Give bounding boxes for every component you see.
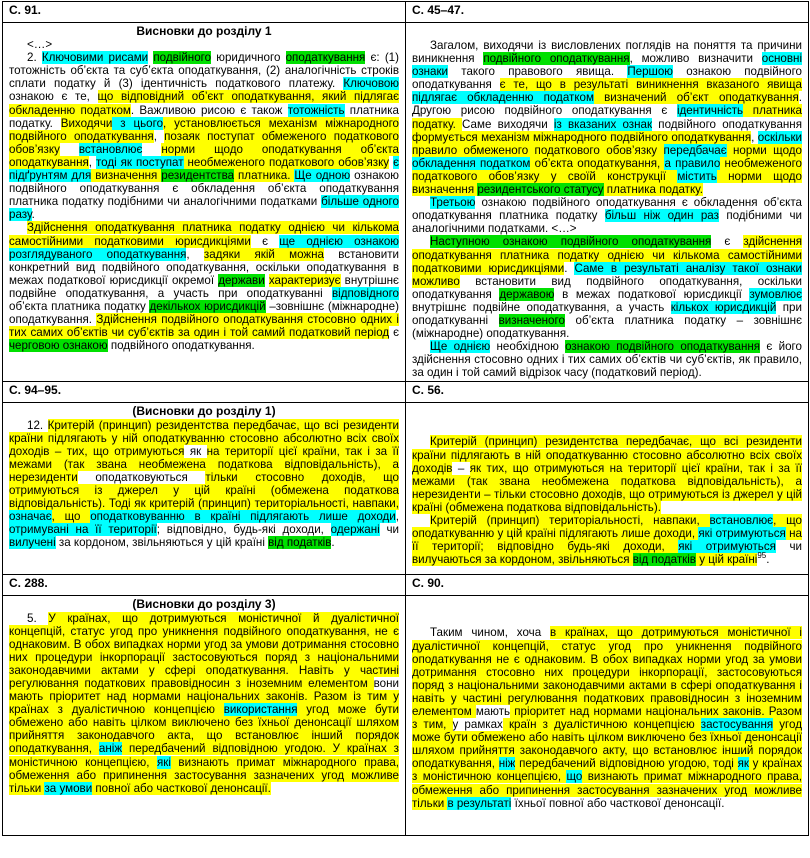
highlighted-text: , що bbox=[51, 510, 91, 524]
highlighted-text: норми щодо визначення bbox=[412, 169, 802, 197]
text-block bbox=[9, 38, 399, 352]
highlighted-text: країн з дуалістичною концепцією bbox=[502, 718, 701, 732]
highlighted-text: що bbox=[566, 770, 583, 784]
highlighted-text: Першою bbox=[627, 65, 673, 79]
highlighted-text: Ключовою bbox=[343, 77, 399, 91]
text-run: юридичного bbox=[211, 51, 286, 65]
highlighted-text: містить bbox=[677, 169, 717, 183]
highlighted-text: необмеженого податкового обов’язку bbox=[183, 155, 390, 169]
paragraph bbox=[412, 235, 802, 340]
page-ref-cell: С. 90. bbox=[406, 575, 809, 596]
page-ref-cell: С. 56. bbox=[406, 382, 809, 403]
section-title: (Висновки до розділу 3) bbox=[132, 597, 276, 612]
highlighted-text: визнають примат міжнародного права, обмеження або припинення застосування зазначених угод можливе тільки bbox=[9, 755, 399, 795]
highlighted-text: встановлює bbox=[709, 514, 774, 527]
highlighted-text: у країнах з моністичною концепцією, bbox=[412, 757, 803, 784]
text-block bbox=[412, 39, 802, 379]
highlighted-text: платника податку. bbox=[412, 104, 802, 131]
text-run: їхньої повної або часткової денонсації. bbox=[511, 796, 725, 810]
highlighted-text: які bbox=[156, 755, 171, 769]
paragraph bbox=[412, 514, 802, 566]
highlighted-text: норми щодо bbox=[726, 143, 802, 157]
highlighted-text: повної або часткової денонсації. bbox=[92, 781, 271, 795]
section-title: (Висновки до розділу 1) bbox=[132, 404, 276, 419]
highlighted-text: як тих, що отримуються на території цієї країни, так і за її межами (так звана необмежена податкова відповідальність), а нерезиденти – тільки стосовно доходів, що отримуються із джерел у цій країні (обмежена податкова відповідальність). bbox=[412, 461, 802, 514]
text-cell-r1-left bbox=[3, 23, 406, 382]
page-ref-cell: С. 45–47. bbox=[406, 2, 809, 23]
text-run: , bbox=[186, 247, 204, 261]
highlighted-text: резидентського статусу bbox=[477, 183, 604, 197]
text-row-3 bbox=[3, 596, 809, 836]
highlighted-text: угод може бути обмежено або навіть цілком виключено без їхньої денонсації шляхом прийняття законодавчого акту, що встановлює інший порядок оподаткування, bbox=[412, 718, 802, 771]
highlighted-text: подвійного bbox=[153, 51, 212, 65]
highlighted-text: вилучаються за кордоном, звільняються bbox=[412, 553, 633, 567]
text-run: є bbox=[250, 234, 280, 248]
highlighted-text: держави bbox=[218, 273, 265, 287]
comparison-table bbox=[2, 1, 809, 836]
paragraph bbox=[412, 196, 802, 235]
highlighted-text: тільки стосовно доходів, що отримуються із джерел у цій країні (обмежена податкова відповідальність). Тоді як критерій (принцип) територіальності, навпаки, bbox=[9, 470, 399, 511]
text-run: встановити конкретний вид подвійного оподаткування, оскільки оподаткування в межах податкової юрисдикції bbox=[9, 247, 399, 287]
text-block bbox=[9, 419, 399, 550]
text-run: . bbox=[331, 536, 335, 550]
text-run: ознакою подвійного оподаткування bbox=[412, 65, 802, 92]
text-run: , bbox=[88, 155, 96, 169]
highlighted-text: Здійснення подвійного оподаткування стосовно одних і тих самих об’єктів чи суб’єктів за один і той самий податковий період bbox=[9, 313, 399, 340]
text-run bbox=[60, 143, 79, 156]
highlighted-text: , установлюється механізм міжнародного подвійного оподаткування bbox=[9, 116, 399, 143]
highlighted-text: Виходячи bbox=[60, 116, 113, 130]
section-title: Висновки до розділу 1 bbox=[136, 24, 272, 38]
header-row-3 bbox=[3, 575, 809, 596]
highlighted-text: ніж bbox=[498, 757, 516, 771]
highlighted-text: в країнах, що дотримуються моністичної і дуалістичної концепцій, статус угод про уникнення подвійного оподаткування не є однаковим. В обох випадках норми угод за умови дотримання стосовно них процедури інкорпорації, застосовуються поряд з національними законодавчими актами в сфері оподаткування і навіть у частині регулювання податкових правовідносин з іноземним елементом bbox=[412, 626, 802, 718]
highlighted-text: на території цієї країни, так і за її межами (так звана необмежена податкова відповідальність), а нерезиденти bbox=[9, 444, 399, 484]
highlighted-text: що відповідний об’єкт оподаткування, який підлягає обкладенню податком bbox=[9, 90, 400, 117]
highlighted-text: норми щодо оподаткування об’єкта оподаткування bbox=[9, 142, 399, 169]
highlighted-text: встановлює bbox=[78, 142, 143, 156]
highlighted-text: обкладення податком bbox=[412, 156, 531, 170]
highlighted-text: у цій країні bbox=[695, 553, 758, 567]
highlighted-text: декількох юрисдикцій bbox=[149, 299, 266, 313]
highlighted-text: визначений об’єкт оподаткування bbox=[593, 91, 799, 105]
highlighted-text: подвійного оподаткування bbox=[483, 52, 630, 66]
text-run: 5. bbox=[27, 611, 49, 625]
highlighted-text: на її території; відповідно будь-які доходи, bbox=[412, 527, 803, 554]
text-run: ознакою подвійного оподаткування є обкладення об’єкта оподаткування платника податку подібними чи аналогічними податками bbox=[9, 169, 399, 209]
highlighted-text: є підґрунтям для bbox=[9, 155, 399, 183]
text-run: Загалом, виходячи із висловлених поглядів на поняття та причини виникнення bbox=[412, 39, 802, 66]
highlighted-text: більш ніж один раз bbox=[604, 209, 719, 223]
highlighted-text: резидентства bbox=[161, 169, 235, 183]
text-run: в межах податкової юрисдикції bbox=[554, 287, 750, 301]
text-run: необхідною bbox=[490, 340, 566, 354]
paragraph bbox=[9, 221, 399, 352]
text-run: Таким чином, хоча bbox=[430, 626, 551, 640]
highlighted-text: тотожність bbox=[287, 103, 345, 117]
highlighted-text: ідентичність bbox=[676, 104, 744, 118]
text-run: . Другою рисою подвійного оподаткування є bbox=[412, 91, 802, 118]
paragraph bbox=[9, 51, 399, 221]
highlighted-text: платника податку. bbox=[603, 183, 704, 197]
text-run: об’єкта платника податку – зовнішнє (міжнародне) оподаткування. bbox=[412, 313, 803, 341]
text-run: 12. bbox=[27, 418, 48, 432]
highlighted-text: за умови bbox=[44, 781, 93, 795]
highlighted-text: задяки якій можна bbox=[203, 247, 325, 261]
highlighted-text: Ще одною bbox=[294, 169, 351, 183]
highlighted-text: із вказаних ознак bbox=[553, 117, 653, 131]
highlighted-text: які отримуються bbox=[698, 527, 786, 541]
text-run: внутрішнє подвійне оподаткування, а участь при оподаткуванні bbox=[9, 273, 399, 300]
text-run: , bbox=[395, 510, 399, 524]
highlighted-text: більше одного разу bbox=[9, 195, 399, 222]
text-run: є bbox=[389, 326, 399, 340]
header-row-2 bbox=[3, 382, 809, 403]
text-run: такого правового явища. bbox=[448, 65, 628, 79]
highlighted-text: Наступною ознакою подвійного оподаткування bbox=[430, 235, 712, 249]
highlighted-text: кількох юрисдикцій bbox=[670, 300, 777, 314]
highlighted-text: угод може бути обмежено або навіть цілком виключено без їхньої денонсації шляхом прийняття законодавчого акта, що встановлює інший порядок оподаткування, bbox=[9, 703, 399, 756]
text-run: . bbox=[564, 261, 575, 275]
text-run: чи bbox=[775, 540, 802, 554]
text-block bbox=[412, 435, 802, 566]
highlighted-text: від податків bbox=[632, 553, 696, 567]
highlighted-text: пріоритет над нормами національних законів. Разом з тим, bbox=[412, 705, 802, 732]
paragraph bbox=[9, 419, 399, 550]
highlighted-text: в результаті bbox=[447, 796, 512, 810]
highlighted-text: формується механізм міжнародного подвійного оподаткування bbox=[412, 130, 752, 144]
footnote-ref: 95 bbox=[757, 551, 767, 561]
text-cell-r2-right bbox=[406, 403, 809, 575]
highlighted-text: зумовлює bbox=[749, 287, 802, 301]
highlighted-text: черговою ознакою bbox=[9, 339, 108, 353]
highlighted-text: Критерій (принцип) резидентства передбачає, що всі резиденти країни підлягають у ній оподаткуванню стосовно абсолютно всіх своїх доходів – тих, що отримуються bbox=[9, 418, 399, 458]
highlighted-text: характеризує bbox=[268, 273, 341, 287]
paragraph bbox=[9, 612, 399, 795]
highlighted-text: Критерій (принцип) територіальності, навпаки, bbox=[430, 514, 710, 527]
highlighted-text: мають пріоритет над нормами національних законів. Разом із тим у країнах з дуалістичною концепцією bbox=[9, 690, 399, 717]
text-run: вони bbox=[373, 677, 399, 690]
text-row-2 bbox=[3, 403, 809, 575]
highlighted-text: оподаткування bbox=[285, 51, 366, 65]
text-run: , bbox=[751, 130, 758, 144]
text-run: внутрішнє подвійне оподаткування, а участь bbox=[412, 300, 671, 314]
highlighted-text: правило обмеженого податкового обов’язку bbox=[412, 143, 664, 157]
highlighted-text: об’єкта оподаткування, bbox=[530, 156, 665, 170]
highlighted-text: Ключовими рисами bbox=[41, 51, 149, 65]
highlighted-text: означає bbox=[9, 510, 52, 524]
highlighted-text: необмеженого податкового обов’язку у своїй конструкції bbox=[412, 156, 803, 183]
text-cell-r1-right bbox=[406, 23, 809, 382]
highlighted-text: вилучені bbox=[9, 536, 56, 550]
text-run: є його здійснення стосовно одних і тих самих об’єктів чи суб’єктів, як правило, за один і той самий відрізок часу (податковий період). bbox=[412, 340, 802, 380]
text-cell-r3-right bbox=[406, 596, 809, 836]
paragraph bbox=[412, 340, 802, 379]
highlighted-text: , що оподаткуванню у цій країні підлягають лише доходи, bbox=[412, 514, 802, 541]
text-run: подвійного оподаткування. bbox=[107, 339, 255, 353]
highlighted-text: Критерій (принцип) резидентства передбачає, що всі резиденти країни підлягають в ній оподаткуванню стосовно абсолютно всіх своїх доходів bbox=[412, 435, 802, 475]
highlighted-text: передбачений відповідною угодою, тоді bbox=[515, 757, 738, 771]
highlighted-text: аніж bbox=[98, 742, 123, 756]
highlighted-text: Третьою bbox=[430, 196, 476, 210]
paragraph bbox=[412, 435, 802, 514]
text-run: , bbox=[153, 129, 165, 143]
highlighted-text: Ще однією bbox=[430, 340, 491, 354]
highlighted-text: Саме в результаті аналізу такої ознаки bbox=[574, 261, 802, 275]
page-ref-cell: С. 91. bbox=[3, 2, 406, 23]
page-ref-cell: С. 94–95. bbox=[3, 382, 406, 403]
text-run: оподатковуються bbox=[77, 470, 206, 484]
text-run: <…> bbox=[27, 38, 53, 52]
text-run: мають bbox=[475, 705, 511, 718]
highlighted-text: використання bbox=[223, 703, 298, 717]
highlighted-text: як bbox=[737, 757, 749, 771]
highlighted-text: оскільки bbox=[757, 130, 802, 144]
highlighted-text: передбачає bbox=[663, 143, 727, 157]
text-run: встановити вид подвійного оподаткування, оскільки оподаткування bbox=[412, 274, 802, 301]
header-row-1 bbox=[3, 2, 809, 23]
highlighted-text: від податків bbox=[268, 536, 332, 550]
text-run: при оподаткуванні bbox=[412, 300, 802, 327]
paragraph bbox=[412, 626, 802, 809]
text-run: є: (1) тотожність об’єкта та суб’єкта оподаткування, (2) аналогічність строків сплати податку й (3) ідентичність податкового платежу. bbox=[9, 51, 399, 91]
text-run: . bbox=[31, 208, 35, 222]
highlighted-text: а правило bbox=[664, 156, 721, 170]
highlighted-text: У країнах, що дотримуються моністичної й дуалістичної концепцій, статус угод про уникнення подвійного оподаткування, не є однаковим. В обох випадках норми угод за умови дотримання стосовно них процедури інкорпорації застосовуються поряд з національними законодавчими актами у сфері оподаткування. Навіть у частині регулювання податкових правовідносин з іноземним елементом bbox=[9, 611, 399, 690]
text-run: є bbox=[711, 235, 744, 249]
highlighted-text: платника. bbox=[234, 169, 295, 183]
page-ref-cell: С. 288. bbox=[3, 575, 406, 596]
highlighted-text: відповідного bbox=[332, 286, 399, 300]
text-run: . Важливою рисою є також bbox=[130, 103, 288, 117]
text-run: –зовнішнє (міжнародне) оподаткування. bbox=[9, 299, 399, 327]
text-block bbox=[412, 626, 802, 809]
highlighted-text: є те, що в результаті виникнення вказаного явища bbox=[499, 78, 803, 92]
text-run: 2. bbox=[27, 51, 42, 65]
highlighted-text: визначеного bbox=[498, 313, 565, 327]
text-block bbox=[9, 612, 399, 795]
text-run: подвійного оподаткування bbox=[652, 117, 802, 131]
highlighted-text: отримувані на її території bbox=[9, 523, 157, 537]
paragraph bbox=[9, 38, 399, 51]
text-run: ознакою подвійного оподаткування є обкладення об’єкта оподаткування платника податку bbox=[412, 196, 802, 223]
highlighted-text: застосування bbox=[700, 718, 774, 732]
text-run: як bbox=[184, 444, 207, 458]
highlighted-text: тоді як поступат bbox=[95, 155, 184, 169]
highlighted-text: підлягає обкладенню податком bbox=[412, 91, 594, 105]
text-cell-r3-left bbox=[3, 596, 406, 836]
text-run: за кордоном, звільняються у цій країні bbox=[55, 536, 269, 550]
highlighted-text: з цього bbox=[112, 116, 164, 130]
highlighted-text: визначення bbox=[91, 169, 162, 183]
highlighted-text: Здійснення оподаткування платника податку однією чи кількома самостійними податковими юрисдикціями bbox=[9, 221, 399, 248]
text-run: подібними чи аналогічними податками. <…> bbox=[412, 209, 802, 236]
highlighted-text: які отримуються bbox=[678, 540, 776, 554]
highlighted-text: позаяк поступат обмеженого податкового обов’язку bbox=[9, 129, 399, 156]
text-run: ; відповідно, будь-які доходи, bbox=[156, 523, 331, 537]
highlighted-text: передбачений відповідною угодою. У країнах з моністичною концепцією, bbox=[9, 742, 399, 769]
highlighted-text: оподатковуванню в країні підлягають лише доходи bbox=[90, 510, 396, 524]
text-run: . bbox=[766, 553, 770, 567]
text-run: чи bbox=[379, 523, 399, 537]
highlighted-text: основні ознаки bbox=[412, 52, 803, 79]
highlighted-text: визнають примат міжнародного права, обмеження або припинення застосування зазначених угод можливе тільки bbox=[412, 770, 802, 810]
text-run: Саме виходячи bbox=[462, 117, 554, 131]
text-run: окремої bbox=[171, 273, 219, 287]
highlighted-text: здійснення оподаткування платника податку однією чи кількома самостійними податковими юрисдикціями bbox=[412, 235, 803, 275]
highlighted-text: державою bbox=[499, 287, 555, 301]
text-cell-r2-left bbox=[3, 403, 406, 575]
highlighted-text: ознакою подвійного оподаткування bbox=[565, 340, 761, 354]
text-run: – bbox=[452, 461, 470, 475]
text-run: ознакою є те, bbox=[9, 90, 98, 104]
text-row-1 bbox=[3, 23, 809, 382]
highlighted-text: можливо bbox=[412, 274, 460, 288]
text-run bbox=[142, 143, 161, 156]
text-run: у рамках bbox=[452, 718, 503, 732]
highlighted-text: одержані bbox=[330, 523, 380, 537]
highlighted-text: ще однією ознакою розглядуваного оподаткування bbox=[9, 234, 399, 261]
paragraph bbox=[412, 39, 802, 196]
text-run: платника податку. bbox=[9, 103, 399, 130]
text-run: об’єкта платника податку bbox=[9, 299, 150, 313]
text-run: , можливо визначити bbox=[629, 52, 762, 66]
